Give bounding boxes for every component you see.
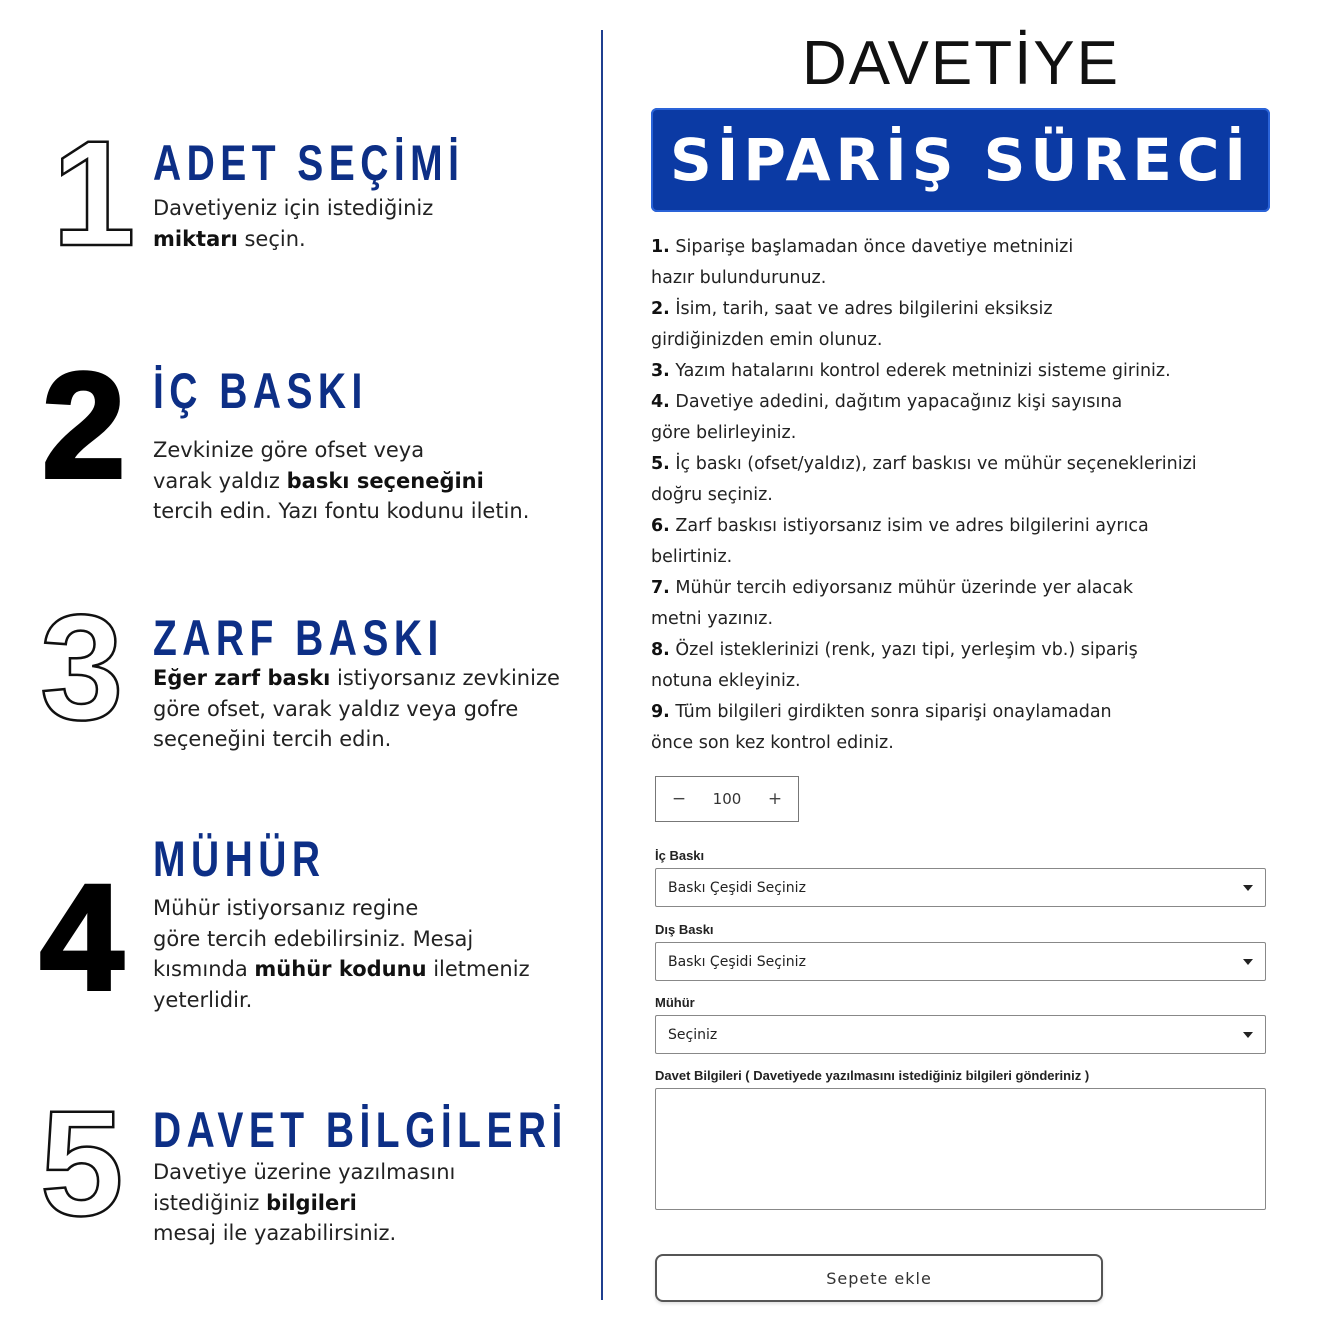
- vertical-divider: [601, 30, 603, 1300]
- decrement-button[interactable]: −: [671, 789, 687, 809]
- davet-bilgileri-label: Davet Bilgileri ( Davetiyede yazılmasını istediğiniz bilgileri gönderiniz ): [655, 1068, 1090, 1083]
- step-title: ZARF BASKI: [153, 610, 444, 666]
- step-description: Davetiye üzerine yazılmasını istediğiniz bilgileri mesaj ile yazabilirsiniz.: [153, 1160, 456, 1245]
- ic-baski-value: Baskı Çeşidi Seçiniz: [668, 879, 806, 896]
- chevron-down-icon: [1243, 885, 1253, 891]
- step-number: 3: [40, 583, 124, 751]
- step-number: 5: [40, 1079, 124, 1247]
- muhur-value: Seçiniz: [668, 1026, 718, 1043]
- step-number: 4: [40, 853, 124, 1021]
- increment-button[interactable]: +: [767, 789, 783, 809]
- davet-bilgileri-textarea[interactable]: [655, 1088, 1266, 1210]
- muhur-select[interactable]: [655, 1015, 1266, 1054]
- step-number: 1: [52, 109, 136, 277]
- step-title: İÇ BASKI: [153, 363, 368, 419]
- step-number: 2: [42, 341, 126, 509]
- instruction-item: 4. Davetiye adedini, dağıtım yapacağınız kişi sayısına göre belirleyiniz.: [651, 392, 1123, 443]
- step-description: Eğer zarf baskı istiyorsanız zevkinize göre ofset, varak yaldız veya gofre seçeneğini tercih edin.: [153, 666, 560, 751]
- instruction-item: 5. İç baskı (ofset/yaldız), zarf baskısı ve mühür seçeneklerinizi doğru seçiniz.: [651, 454, 1197, 505]
- instruction-item: 3. Yazım hatalarını kontrol ederek metninizi sisteme giriniz.: [651, 361, 1171, 381]
- dis-baski-label: Dış Baskı: [655, 922, 714, 937]
- step-title: ADET SEÇİMİ: [153, 135, 465, 191]
- process-banner: [651, 108, 1270, 212]
- instruction-item: 2. İsim, tarih, saat ve adres bilgilerini eksiksiz girdiğinizden emin olunuz.: [651, 299, 1053, 350]
- step-title: MÜHÜR: [153, 831, 326, 887]
- ic-baski-select[interactable]: [655, 868, 1266, 907]
- instruction-item: 1. Siparişe başlamadan önce davetiye metninizi hazır bulundurunuz.: [651, 237, 1074, 288]
- step-description: Zevkinize göre ofset veya varak yaldız baskı seçeneğini tercih edin. Yazı fontu kodunu iletin.: [153, 438, 530, 523]
- muhur-label: Mühür: [655, 995, 695, 1010]
- instruction-item: 6. Zarf baskısı istiyorsanız isim ve adres bilgilerini ayrıca belirtiniz.: [651, 516, 1149, 567]
- dis-baski-select[interactable]: [655, 942, 1266, 981]
- chevron-down-icon: [1243, 1032, 1253, 1038]
- quantity-stepper: [655, 776, 799, 822]
- step-description: Davetiyeniz için istediğiniz miktarı seçin.: [153, 196, 434, 251]
- dis-baski-value: Baskı Çeşidi Seçiniz: [668, 953, 806, 970]
- add-to-cart-button[interactable]: Sepete ekle: [655, 1254, 1103, 1302]
- instruction-item: 9. Tüm bilgileri girdikten sonra siparişi onaylamadan önce son kez kontrol ediniz.: [651, 702, 1112, 753]
- banner-text: SİPARİŞ SÜRECİ: [670, 126, 1251, 194]
- instruction-list: [651, 232, 1251, 759]
- step-description: Mühür istiyorsanız regine göre tercih edebilirsiniz. Mesaj kısmında mühür kodunu iletmeniz yeterlidir.: [153, 896, 530, 1012]
- step-title: DAVET BİLGİLERİ: [153, 1102, 568, 1158]
- instruction-item: 8. Özel isteklerinizi (renk, yazı tipi, yerleşim vb.) sipariş notuna ekleyiniz.: [651, 640, 1138, 691]
- chevron-down-icon: [1243, 959, 1253, 965]
- quantity-input[interactable]: 100: [712, 790, 742, 808]
- instruction-item: 7. Mühür tercih ediyorsanız mühür üzerinde yer alacak metni yazınız.: [651, 578, 1134, 629]
- page-title: DAVETİYE: [801, 29, 1121, 98]
- ic-baski-label: İç Baskı: [655, 848, 705, 863]
